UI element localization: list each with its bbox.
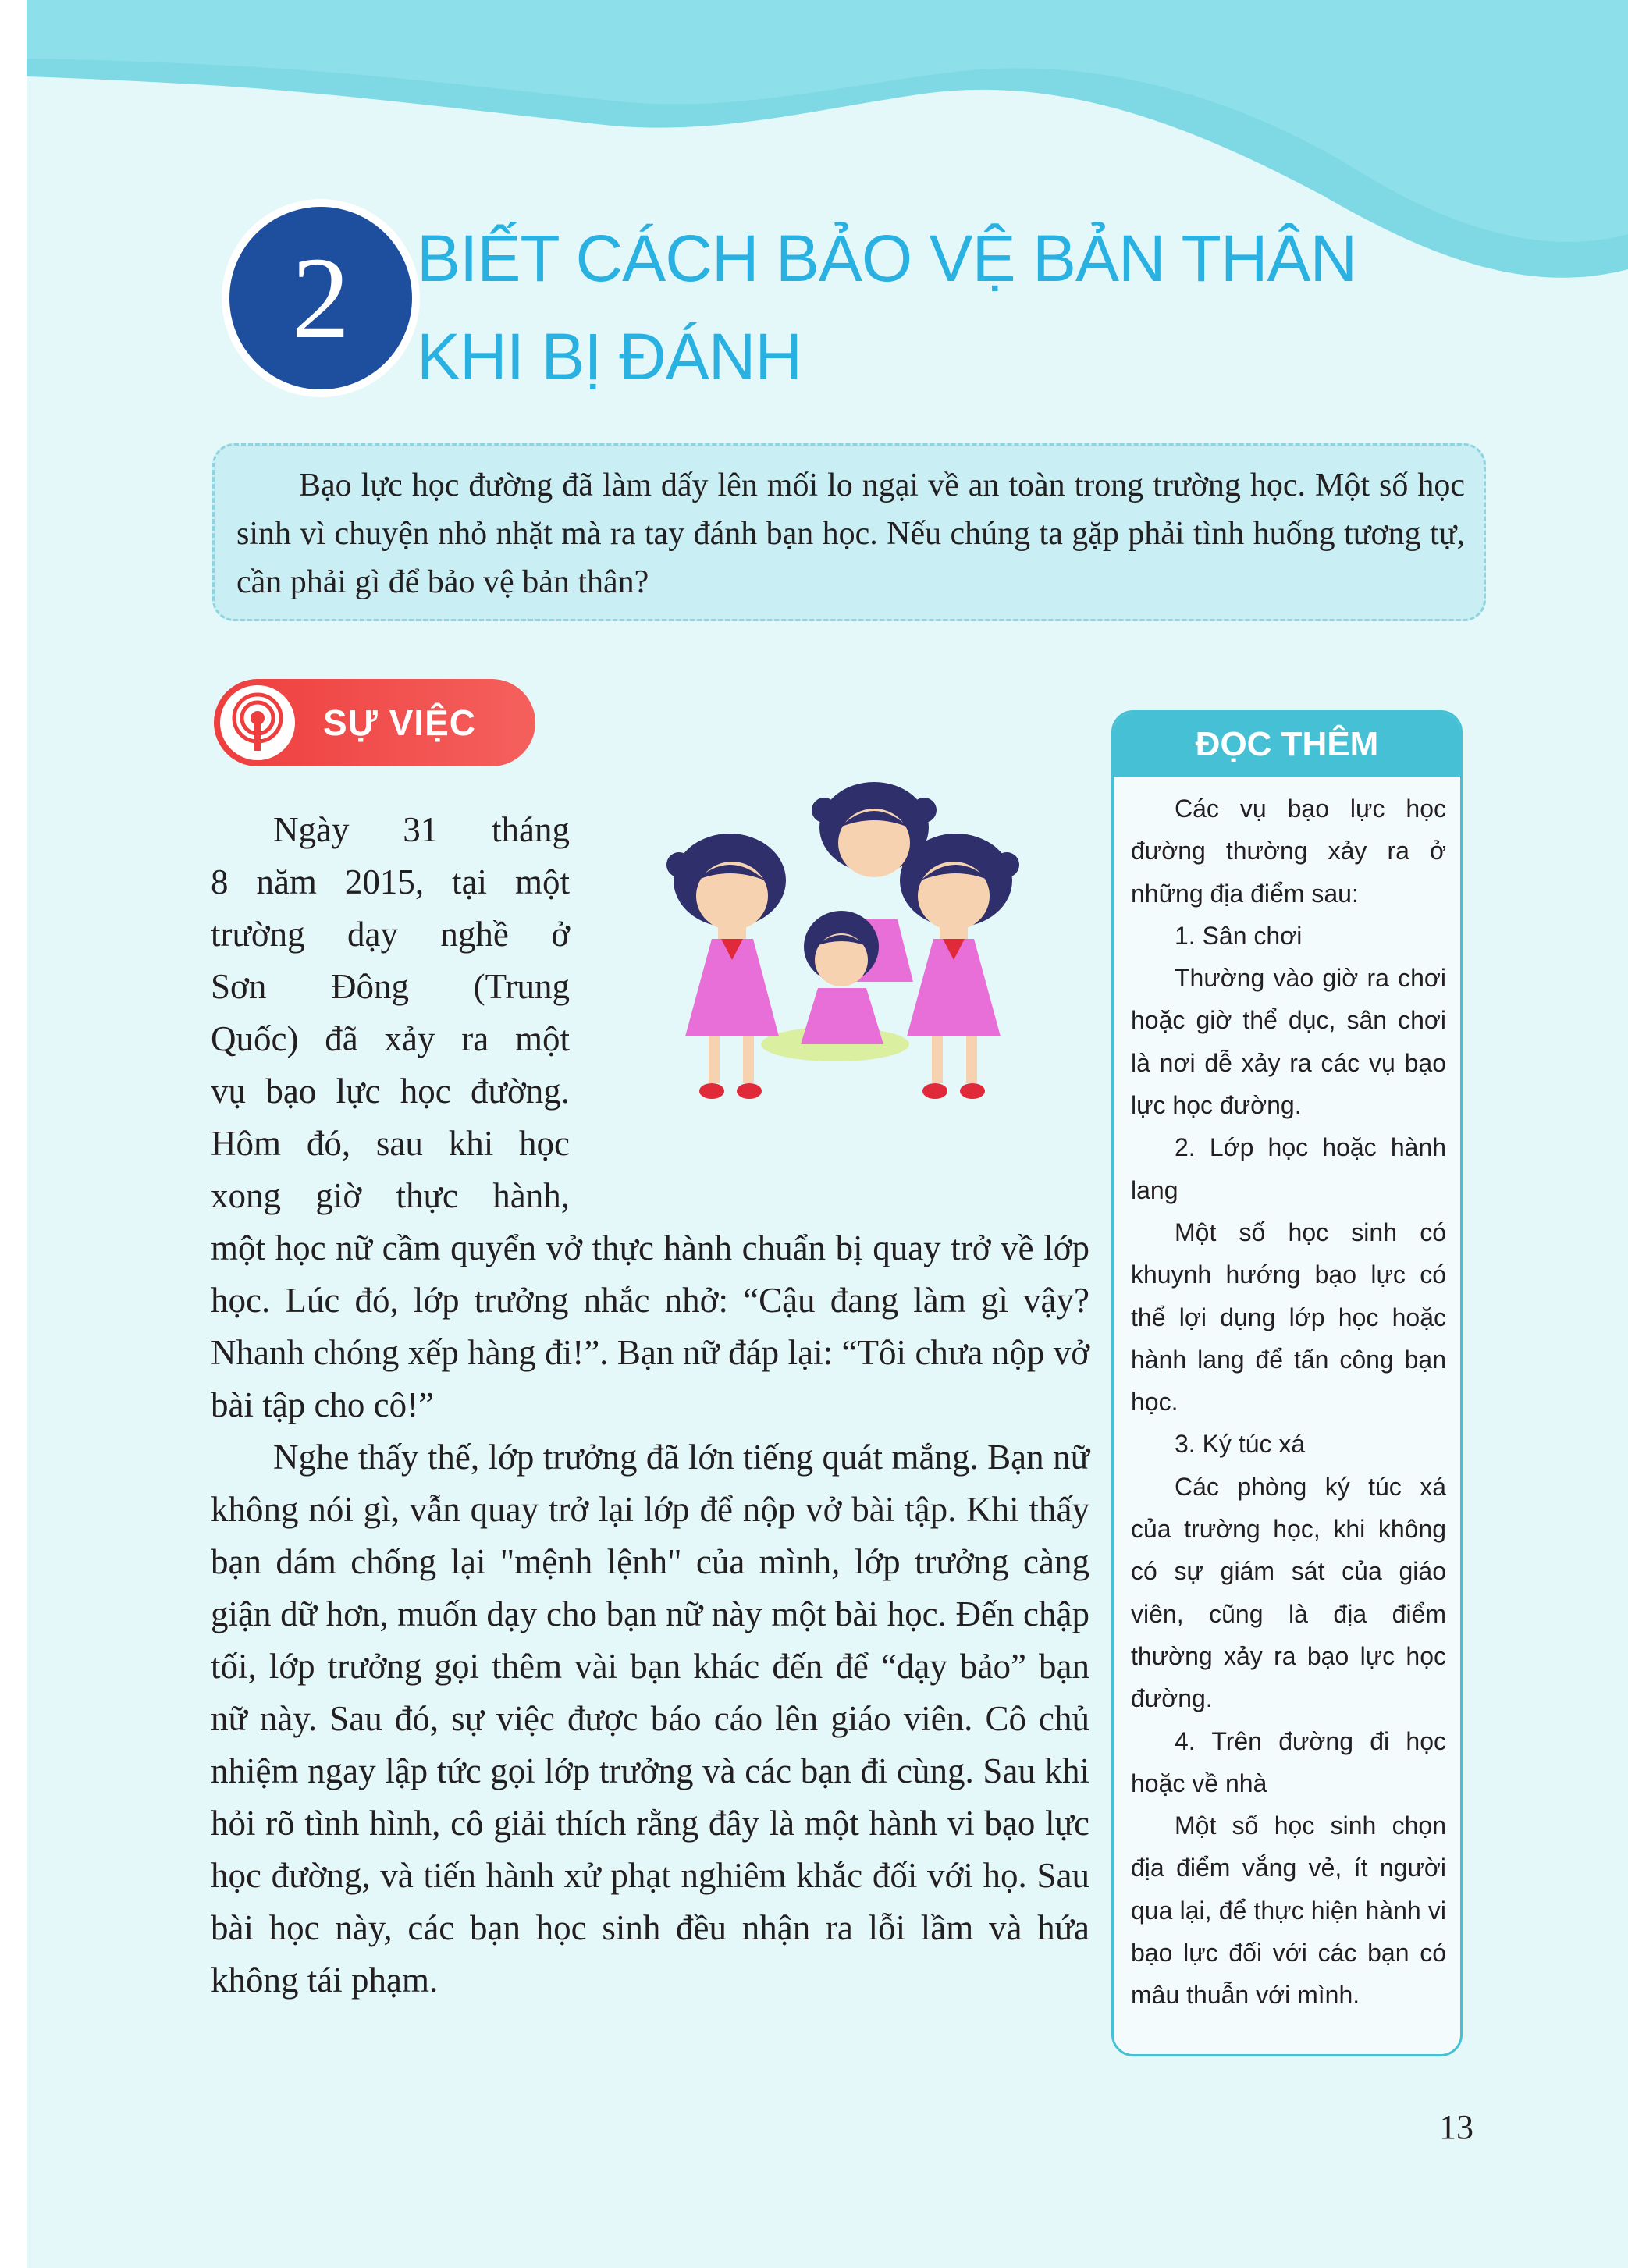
lesson-title-line-1: BIẾT CÁCH BẢO VỆ BẢN THÂN	[417, 222, 1357, 295]
story-line: trường dạy nghề ở	[211, 915, 570, 954]
story-paragraph-1-rest: một học nữ cầm quyển vở thực hành chuẩn bị quay trở về lớp học. Lúc đó, lớp trưởng nhắc nhở: “Cậu đang làm gì vậy? Nhanh chóng xếp hàng đi!”. Bạn nữ đáp lại: “Tôi chưa nộp vở bài tập cho cô!”	[211, 1228, 1089, 1424]
story-line: Ngày 31 tháng	[273, 810, 570, 849]
broadcast-icon	[220, 685, 295, 760]
lesson-title-line-2: KHI BỊ ĐÁNH	[417, 320, 802, 393]
sidebar-item-text: Thường vào giờ ra chơi hoặc giờ thể dục, sân chơi là nơi dễ xảy ra các vụ bạo lực học đường.	[1131, 964, 1446, 1120]
intro-text: Bạo lực học đường đã làm dấy lên mối lo ngại về an toàn trong trường học. Một số học sinh vì chuyện nhỏ nhặt mà ra tay đánh bạn học. Nếu chúng ta gặp phải tình huống tương tự, cần phải gì để bảo vệ bản thân?	[236, 467, 1465, 600]
story-line: Quốc) đã xảy ra một	[211, 1019, 570, 1058]
intro-box	[212, 443, 1486, 621]
sidebar-item-title: 1. Sân chơi	[1175, 921, 1303, 950]
read-more-sidebar	[1111, 710, 1463, 2056]
sidebar-intro: Các vụ bạo lực học đường thường xảy ra ở những địa điểm sau:	[1131, 795, 1446, 908]
story-line: vụ bạo lực học đường.	[211, 1072, 570, 1111]
lesson-number: 2	[229, 207, 412, 389]
sidebar-item-text: Một số học sinh chọn địa điểm vắng vẻ, ít người qua lại, để thực hiện hành vi bạo lực đối với các bạn có mâu thuẫn với mình.	[1131, 1811, 1446, 2010]
page-number: 13	[1439, 2108, 1473, 2146]
sidebar-body	[1114, 777, 1460, 2017]
sidebar-item-text: Một số học sinh có khuynh hướng bạo lực có thể lợi dụng lớp học hoặc hành lang để tấn công bạn học.	[1131, 1218, 1446, 1417]
story-line: xong giờ thực hành,	[211, 1176, 570, 1215]
textbook-page	[27, 0, 1628, 2268]
sidebar-item-title: 4. Trên đường đi học hoặc về nhà	[1131, 1726, 1446, 1797]
section-badge	[214, 679, 535, 766]
story-line: Hôm đó, sau khi học	[211, 1124, 570, 1163]
sidebar-item-text: Các phòng ký túc xá của trường học, khi không có sự giám sát của giáo viên, cũng là địa điểm thường xảy ra bạo lực học đường.	[1131, 1472, 1446, 1713]
sidebar-title: ĐỌC THÊM	[1114, 713, 1460, 777]
lesson-title	[417, 209, 1356, 406]
story-paragraph-2: Nghe thấy thế, lớp trưởng đã lớn tiếng quát mắng. Bạn nữ không nói gì, vẫn quay trở lại lớp để nộp vở bài tập. Khi thấy bạn dám chống lại "mệnh lệnh" của mình, lớp trưởng càng giận dữ hơn, muốn dạy cho bạn nữ này một bài học. Đến chập tối, lớp trưởng gọi thêm vài bạn khác đến để “dạy bảo” bạn nữ này. Sau đó, sự việc được báo cáo lên giáo viên. Cô chủ nhiệm ngay lập tức gọi lớp trưởng và các bạn đi cùng. Sau khi hỏi rõ tình hình, cô giải thích rằng đây là một hành vi bạo lực học đường, và tiến hành xử phạt nghiêm khắc đối với họ. Sau bài học này, các bạn học sinh đều nhận ra lỗi lầm và hứa không tái phạm.	[211, 1438, 1089, 2000]
sidebar-item-title: 2. Lớp học hoặc hành lang	[1131, 1133, 1446, 1204]
lesson-number-badge	[222, 199, 420, 397]
story-opening	[211, 804, 570, 1222]
story-body	[211, 1222, 1089, 2007]
story-line: 8 năm 2015, tại một	[211, 862, 570, 901]
story-line: Sơn Đông (Trung	[211, 967, 570, 1006]
sidebar-item-title: 3. Ký túc xá	[1175, 1430, 1306, 1459]
four-girls-illustration	[640, 779, 1040, 1124]
section-badge-label: SỰ VIỆC	[323, 702, 476, 743]
